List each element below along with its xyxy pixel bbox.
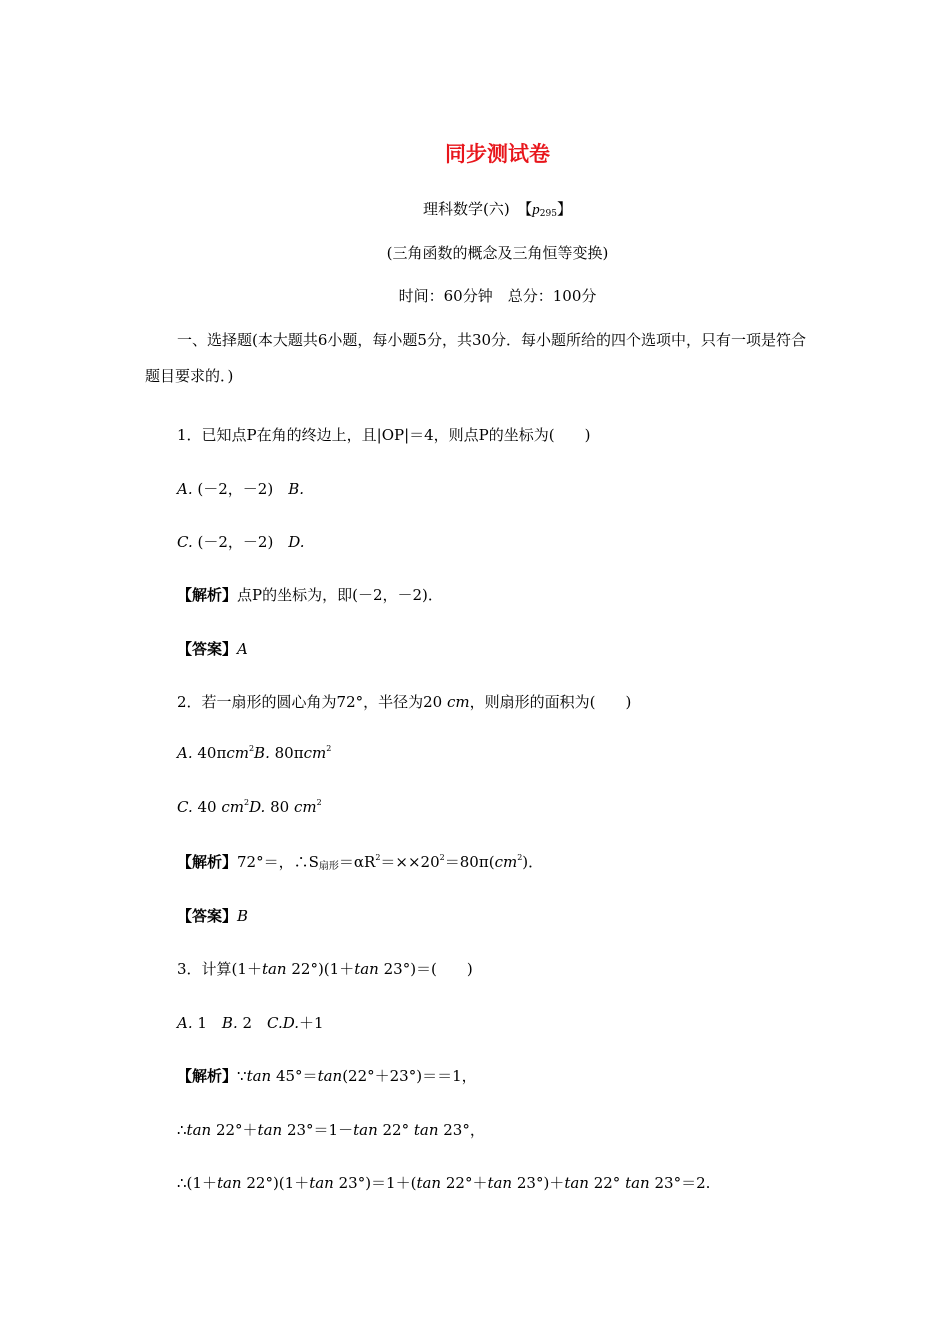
line2-d: 22° [377, 1121, 414, 1139]
question-1-analysis [177, 584, 443, 605]
question-3-stem-c: 23°)＝( ) [378, 960, 473, 978]
question-3-analysis-line-2 [177, 1119, 485, 1140]
subtitle-text: 理科数学(六) 【 [423, 200, 533, 218]
question-3-stem-a: 3．计算(1＋ [177, 960, 262, 978]
analysis-text: 点P的坐标为，即(－2，－2)． [237, 586, 443, 604]
analysis-label: 【解析】 [177, 1067, 238, 1085]
option-b-text: 80π [269, 744, 304, 762]
tan-function: tan [353, 1121, 378, 1139]
tan-function: tan [257, 1121, 283, 1139]
exam-topic: (三角函数的概念及三角恒等变换) [386, 244, 609, 262]
section-header: 一、选择题(本大题共6小题，每小题5分，共30分．每小题所给的四个选项中，只有一项是符合题目要求的．) [145, 331, 807, 385]
tan-function: tan [354, 960, 379, 978]
question-2-unit: cm [447, 693, 470, 711]
option-d-text: 80 [265, 798, 294, 816]
question-3-stem [177, 958, 473, 979]
line2-e: 23°， [438, 1121, 485, 1139]
question-2-options-ab [177, 744, 331, 762]
tan-function: tan [317, 1067, 343, 1085]
answer-value: B [237, 907, 249, 925]
analysis-part-e: )． [522, 853, 544, 871]
option-c-text: (－2，－2) [197, 533, 289, 551]
page-title: 同步测试卷 [445, 142, 550, 166]
option-c-unit: cm [221, 798, 244, 816]
question-2-stem [177, 691, 631, 712]
tan-function: tan [309, 1174, 334, 1192]
option-c-square: 2 [243, 798, 250, 807]
tan-function: tan [246, 1067, 272, 1085]
analysis-square-3: 2 [517, 853, 523, 862]
option-d-letter: D. [249, 798, 266, 816]
tan-function: tan [186, 1121, 212, 1139]
answer-label: 【答案】 [177, 907, 238, 925]
question-2-options-cd [177, 798, 322, 816]
analysis-part-d: ＝80π( [444, 853, 495, 871]
option-a-text: 40π [192, 744, 227, 762]
question-3-options [177, 1012, 324, 1033]
tan-function: tan [625, 1174, 650, 1192]
option-a-text: 1 [192, 1014, 222, 1032]
line3-d: 22°＋ [441, 1174, 488, 1192]
question-2-stem-b: ，则扇形的面积为( ) [469, 693, 632, 711]
option-d-unit: cm [293, 798, 317, 816]
option-a-letter: A. [177, 744, 193, 762]
subtitle-bracket: 】 [556, 200, 572, 218]
option-b-square: 2 [326, 744, 332, 753]
question-2-stem-a: 2．若一扇形的圆心角为72°，半径为20 [177, 693, 447, 711]
option-a-letter: A. [177, 480, 193, 498]
analysis-square-1: 2 [375, 853, 381, 862]
analysis-part-c: ＝××20 [380, 853, 440, 871]
line3-a: ∴(1＋ [177, 1174, 217, 1192]
subtitle-page-letter: p [532, 202, 540, 218]
option-a-square: 2 [248, 744, 255, 753]
answer-label: 【答案】 [177, 640, 238, 658]
question-1-answer [177, 638, 248, 659]
option-c-letter: C. [177, 533, 193, 551]
analysis-part-b: ＝αR [338, 853, 376, 871]
subtitle-page-number: 295 [539, 209, 557, 219]
tan-function: tan [216, 1174, 242, 1192]
line2-a: ∴ [177, 1121, 187, 1139]
option-d-letter: D. [288, 533, 305, 551]
line3-e: 23°)＋ [512, 1174, 565, 1192]
option-a-letter: A. [177, 1014, 193, 1032]
option-b-letter: B. [221, 1014, 238, 1032]
analysis-subscript: 扇形 [318, 861, 339, 872]
tan-function: tan [413, 1121, 439, 1139]
option-a-text: (－2，－2) [197, 480, 289, 498]
line3-b: 22°)(1＋ [241, 1174, 310, 1192]
line3-c: 23°)＝1＋( [333, 1174, 417, 1192]
tan-function: tan [261, 960, 287, 978]
option-cd-text: ＋1 [299, 1014, 324, 1032]
analysis-label: 【解析】 [177, 586, 238, 604]
tan-function: tan [487, 1174, 513, 1192]
tan-function: tan [564, 1174, 589, 1192]
line3-g: 23°＝2. [649, 1174, 711, 1192]
option-b-unit: cm [303, 744, 327, 762]
option-b-letter: B. [254, 744, 270, 762]
analysis-part-c: (22°＋23°)＝＝1， [342, 1067, 477, 1085]
question-2-answer [177, 905, 248, 926]
analysis-part-a: ∵ [237, 1067, 247, 1085]
question-2-analysis [177, 851, 543, 872]
time-info: 时间：60分钟 总分：100分 [398, 287, 597, 305]
analysis-part-b: 45°＝ [271, 1067, 318, 1085]
option-c-text: 40 [192, 798, 222, 816]
option-d-square: 2 [316, 798, 322, 807]
question-1-stem: 1．已知点P在角的终边上，且|OP|＝4，则点P的坐标为( ) [177, 426, 591, 444]
option-c-letter: C. [177, 798, 193, 816]
analysis-label: 【解析】 [177, 853, 238, 871]
analysis-part-a: 72°＝，∴S [237, 853, 319, 871]
option-cd-letters: C.D. [267, 1014, 300, 1032]
question-1-options-cd [177, 531, 305, 552]
option-b-text: 2 [237, 1014, 268, 1032]
question-3-analysis [177, 1065, 477, 1086]
analysis-unit: cm [494, 853, 518, 871]
answer-value: A [237, 640, 248, 658]
option-b-letter: B. [288, 480, 304, 498]
question-3-stem-b: 22°)(1＋ [286, 960, 355, 978]
question-3-analysis-line-3 [177, 1172, 710, 1193]
exam-subtitle [0, 198, 950, 219]
tan-function: tan [416, 1174, 442, 1192]
line2-c: 23°＝1－ [282, 1121, 354, 1139]
question-1-options-ab [177, 478, 304, 499]
analysis-square-2: 2 [439, 853, 445, 862]
line2-b: 22°＋ [211, 1121, 258, 1139]
option-a-unit: cm [226, 744, 249, 762]
line3-f: 22° [588, 1174, 626, 1192]
